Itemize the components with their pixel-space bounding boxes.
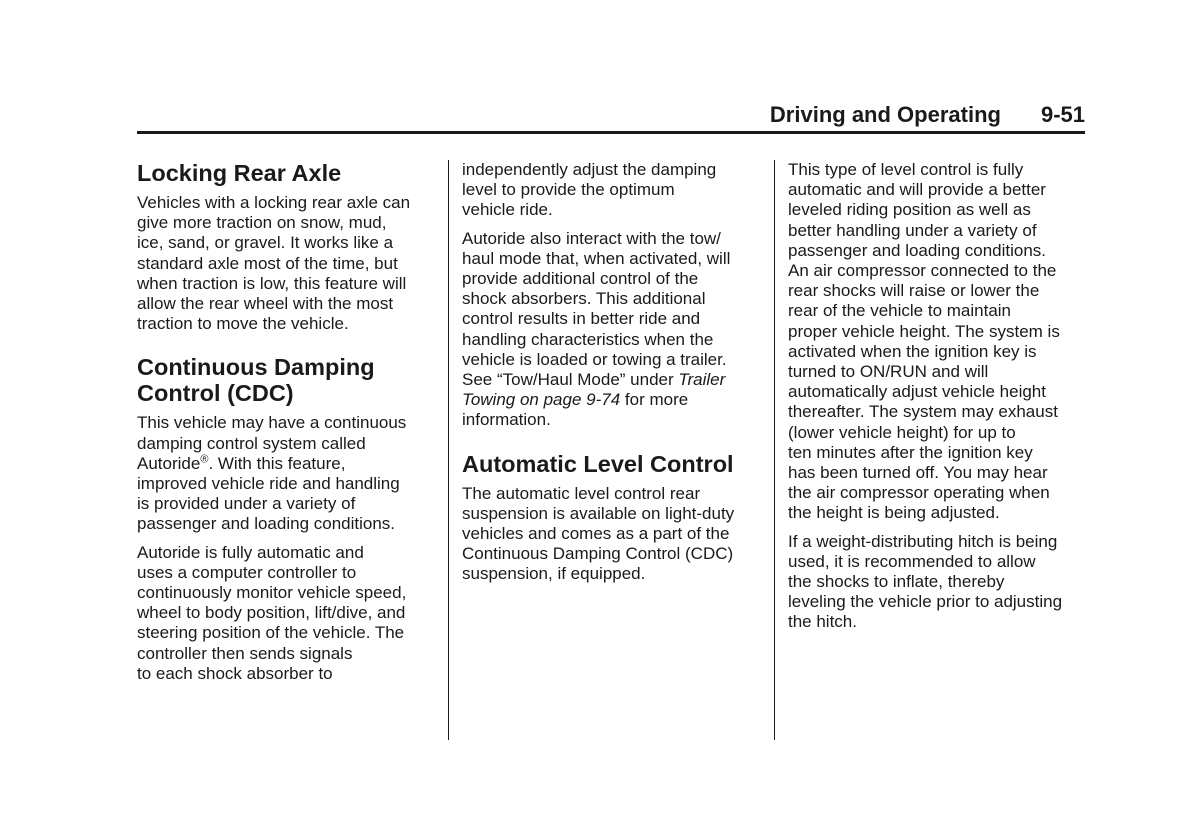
paragraph: The automatic level control rear suspension is available on light-duty vehicles and comes as a part of the Continuous Damping Control (CDC) suspension, if equipped.: [462, 483, 735, 584]
text-run: This vehicle may have a continuous damping control system called Autoride: [137, 413, 407, 473]
paragraph: Autoride is fully automatic and uses a computer controller to continuously monitor vehicle speed, wheel to body position, lift/dive, and steering position of the vehicle. The controller then sends signals to each shock absorber to: [137, 542, 407, 683]
paragraph: If a weight-distributing hitch is being used, it is recommended to allow the shocks to inflate, thereby leveling the vehicle prior to adjusting the hitch.: [788, 531, 1063, 632]
text-run: Autoride also interact with the tow/ haul mode that, when activated, will provide additional control of the shock absorbers. This additional control results in better ride and handling characteristics when the vehicle is loaded or towing a trailer. See “Tow/Haul Mode” under: [462, 228, 731, 390]
heading-continuous-damping-control: Continuous Damping Control (CDC): [137, 354, 375, 407]
heading-locking-rear-axle: Locking Rear Axle: [137, 160, 342, 186]
heading-automatic-level-control: Automatic Level Control: [462, 450, 734, 477]
section-title: Driving and Operating: [769, 102, 1001, 127]
column-divider: [774, 160, 775, 740]
column-left: [137, 160, 437, 692]
cross-reference-link[interactable]: Trailer Towing on page 9-74: [462, 370, 726, 410]
paragraph: Vehicles with a locking rear axle can give more traction on snow, mud, ice, sand, or gravel. It works like a standard axle most of the time, but when traction is low, this feature will allow the rear wheel with the most traction to move the vehicle.: [137, 193, 411, 334]
page-number: 9-51: [1040, 102, 1085, 127]
column-divider: [448, 160, 449, 740]
column-middle: [462, 160, 762, 593]
paragraph: [137, 413, 437, 534]
paragraph: This type of level control is fully automatic and will provide a better leveled riding position as well as better handling under a variety of passenger and loading conditions. An air compressor connected to the rear shocks will raise or lower the rear of the vehicle to maintain proper vehicle height. The system is activated when the ignition key is turned to ON/RUN and will automatically adjust vehicle height thereafter. The system may exhaust (lower vehicle height) for up to ten minutes after the ignition key has been turned off. You may hear the air compressor operating when the height is being adjusted.: [788, 160, 1060, 523]
text-run: for more information.: [462, 390, 689, 430]
paragraph: independently adjust the damping level to provide the optimum vehicle ride.: [462, 160, 717, 220]
text-run: . With this feature, improved vehicle ride and handling is provided under a variety of passenger and loading conditions.: [137, 453, 400, 534]
paragraph: [462, 229, 762, 431]
running-header: [137, 99, 1085, 134]
registered-mark: ®: [200, 453, 209, 466]
column-right: [788, 160, 1088, 641]
